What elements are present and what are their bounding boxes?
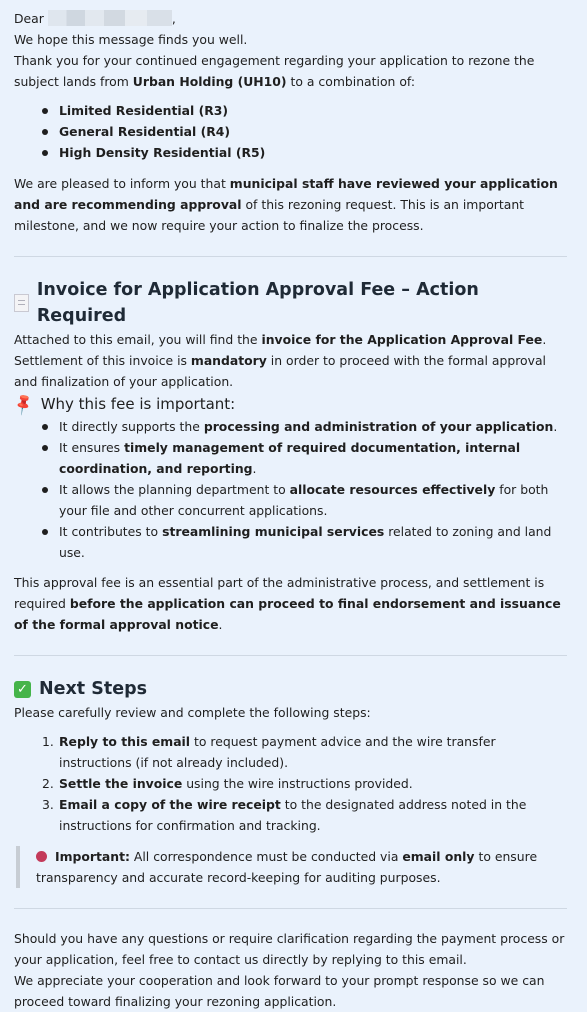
closing-paragraph: Should you have any questions or require clarification regarding the payment process or your application, feel free to contact us directly by replying to this email. — [14, 931, 565, 967]
pushpin-icon: 📌 — [10, 391, 37, 417]
list-item: High Density Residential (R5) — [40, 142, 567, 163]
next-steps-heading: ✓ Next Steps — [14, 676, 567, 702]
list-item: It contributes to streamlining municipal services related to zoning and land use. — [40, 521, 567, 563]
important-callout: Important: All correspondence must be conducted via email only to ensure transparency and accurate record-keeping for auditing purposes. — [16, 846, 567, 888]
list-item: General Residential (R4) — [40, 121, 567, 142]
invoice-heading: Invoice for Application Approval Fee – Action Required — [14, 277, 567, 329]
list-item: It directly supports the processing and administration of your application. — [40, 416, 567, 437]
greeting: Dear , — [14, 11, 176, 26]
receipt-icon — [14, 294, 29, 312]
list-item: Limited Residential (R3) — [40, 100, 567, 121]
list-item: 3. Email a copy of the wire receipt to the designated address noted in the instructions for confirmation and tracking. — [42, 797, 527, 833]
intro-line: We hope this message finds you well. — [14, 32, 248, 47]
list-item: 2. Settle the invoice using the wire instructions provided. — [42, 776, 413, 791]
zone-list — [14, 100, 567, 163]
why-list — [14, 416, 567, 563]
review-paragraph: We are pleased to inform you that municipal staff have reviewed your application and are recommending approval of this rezoning request. This is an important milestone, and we now require your action to finalize the process. — [14, 176, 558, 233]
redacted-recipient-name — [48, 10, 172, 26]
list-item: 1. Reply to this email to request payment advice and the wire transfer instructions (if not already included). — [42, 734, 496, 770]
next-steps-intro: Please carefully review and complete the following steps: — [14, 705, 371, 720]
intro-paragraph: Thank you for your continued engagement regarding your application to rezone the subject lands from Urban Holding (UH10) to a combination of: — [14, 53, 535, 89]
closing-paragraph: We appreciate your cooperation and look forward to your prompt response so we can proceed toward finalizing your rezoning application. — [14, 973, 545, 1009]
red-circle-icon — [36, 851, 47, 862]
steps-list — [14, 731, 567, 836]
invoice-paragraph: Attached to this email, you will find the invoice for the Application Approval Fee. Settlement of this invoice is mandatory in order to proceed with the formal approval and finalization of your application. — [14, 332, 547, 389]
list-item: It ensures timely management of required documentation, internal coordination, and reporting. — [40, 437, 567, 479]
list-item: It allows the planning department to allocate resources effectively for both your file and other concurrent applications. — [40, 479, 567, 521]
check-mark-button-icon: ✓ — [14, 681, 31, 698]
why-heading: 📌 Why this fee is important: — [14, 392, 567, 416]
essential-paragraph: This approval fee is an essential part of the administrative process, and settlement is required before the application can proceed to final endorsement and issuance of the formal approval notice. — [14, 575, 561, 632]
